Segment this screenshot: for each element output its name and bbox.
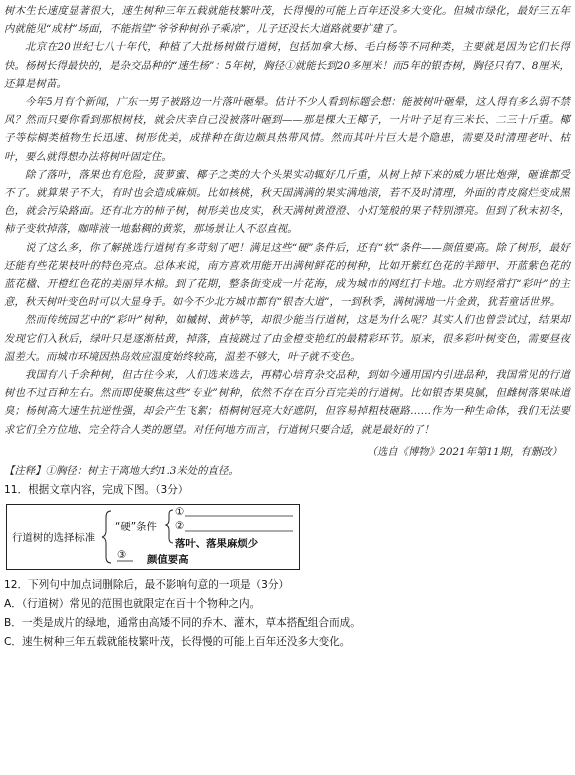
diagram-item-3: 落叶、落果麻烦少 <box>175 537 259 550</box>
selection-criteria-diagram <box>6 504 300 570</box>
question-11: 11．根据文章内容，完成下图。（3分） <box>4 483 189 496</box>
article-paragraph: 说了这么多，你了解挑选行道树有多苛刻了吧！满足这些“硬”条件后，还有“软”条件——颜值要高。除了树形，最好还能有些花果枝叶的特色亮点。总体来说，南方喜欢用能开出满树鲜花的树种，比如开紫红色花的羊蹄甲、开蓝紫色花的蓝花楹、开橙红色花的美丽异木棉。到了花期，整条街变成一片花海，成为城市的网红打卡地。北方则经常打“彩叶”的主意，秋天树叶变色时可以大显身手。如今不少北方城市都有“银杏大道”，一到秋季，满树满地一片金黄，犹若童话世界。 <box>4 241 570 309</box>
option-a[interactable]: A．（行道树）常见的范围也就限定在百十个物种之内。 <box>4 597 261 610</box>
article <box>4 2 570 439</box>
article-paragraph: 北京在20世纪七八十年代，种植了大批杨树做行道树，包括加拿大杨、毛白杨等不同种类，主要就是因为它们长得快。杨树长得最快的，是杂交品种的“速生杨”：5年树，胸径①就能长到20多厘米！而5年的银杏树，胸径只有7、8厘米，还算是树苗。 <box>4 41 570 90</box>
question-12-block <box>4 576 570 652</box>
diagram-blank-2[interactable]: ② <box>175 519 185 532</box>
diagram-hard-label: “硬”条件 <box>115 520 157 533</box>
article-paragraph: 除了落叶，落果也有危险，菠萝蜜、椰子之类的大个头果实动辄好几斤重，从树上掉下来的威力堪比炮弹，砸谁都受不了。就算果子不大，有时也会造成麻烦。比如核桃，秋天国满满的果实满地滚，若不及时清理，外面的青皮腐烂变成黑色，就会污染路面。还有北方的柿子树，树形美也皮实，秋天满树黄澄澄、小灯笼般的果子特别漂亮。但到了秋末初冬，柿子变软掉落，咖啡液一地黏稠的黄浆，那场景让人不忍直视。 <box>4 168 570 236</box>
question-12: 12．下列句中加点词删除后，最不影响句意的一项是（3分） <box>4 578 290 591</box>
article-source: （选自《博物》2021年第11期，有删改） <box>366 445 562 458</box>
option-b[interactable]: B．一类是成片的绿地，通常由高矮不同的乔木、灌木，草本搭配组合而成。 <box>4 616 361 629</box>
article-paragraph: 我国有八千余种树，但古往今来，人们选来选去，再精心培育杂交品种，到如今通用国内引进品种，我国常见的行道树也不过百种左右。然而即使聚焦这些“专业”树种，依然不存在百分百完美的行道树。比如银杏果臭腻，但雌树落果味道臭；杨树高大速生抗逆性强，却会产生飞絮；梧桐树冠亮大好遮阴，但容易掉粗枝砸路……作为一种生命体，我们无法要求它们全方位地、完全符合人类的愿望。对任何地方而言，行道树只要合适，就是最好的了！ <box>4 369 570 436</box>
diagram-blank-1[interactable]: ① <box>175 505 185 518</box>
exam-page <box>4 2 570 652</box>
article-paragraph: 然而传统园艺中的“彩叶”树种，如槭树、黄栌等，却很少能当行道树，这是为什么呢？其实人们也曾尝试过，结果却发现它们入秋后，绿叶只是逐渐枯黄，掉落，直接跳过了由金橙变艳红的最精彩环节。原来，很多彩叶树变色，需要昼夜温差大。而城市环境因热岛效应温度始终较高，温差不够大，叶子就不变色。 <box>4 314 570 363</box>
diagram-soft-text: 颜值要高 <box>147 553 189 566</box>
article-paragraph: 今年5月有个新闻，广东一男子被路边一片落叶砸晕。估计不少人看到标题会想：能被树叶砸晕，这人得有多么弱不禁风？然而只要你看到那根树枝，就会庆幸自己没被落叶砸到——那是棵大王椰子，一片叶子足有三米长、二三十斤重。椰子等棕榈类植物生长迅速、树形优美，成排种在街边颇具热带风情。然而其叶片巨大是个隐患，需要及时清理老叶、枯叶，要么就得想办法将树叶固定住。 <box>4 96 570 163</box>
diagram-root-label: 行道树的选择标准 <box>12 531 96 544</box>
option-c[interactable]: C．速生树种三年五载就能枝繁叶茂，长得慢的可能上百年还没多大变化。 <box>4 635 351 648</box>
article-paragraph: 树木生长速度显著很大，速生树种三年五载就能枝繁叶茂，长得慢的可能上百年还没多大变化。但城市绿化，最好三五年内就能见“成材”场面，不能指望“爷爷种树孙子乘凉”，儿子还没长大道路就要扩建了。 <box>4 5 570 36</box>
footnote: 【注释】①胸径：树主干离地大约1.3米处的直径。 <box>4 464 239 477</box>
diagram-blank-3[interactable]: ③ <box>117 548 127 561</box>
